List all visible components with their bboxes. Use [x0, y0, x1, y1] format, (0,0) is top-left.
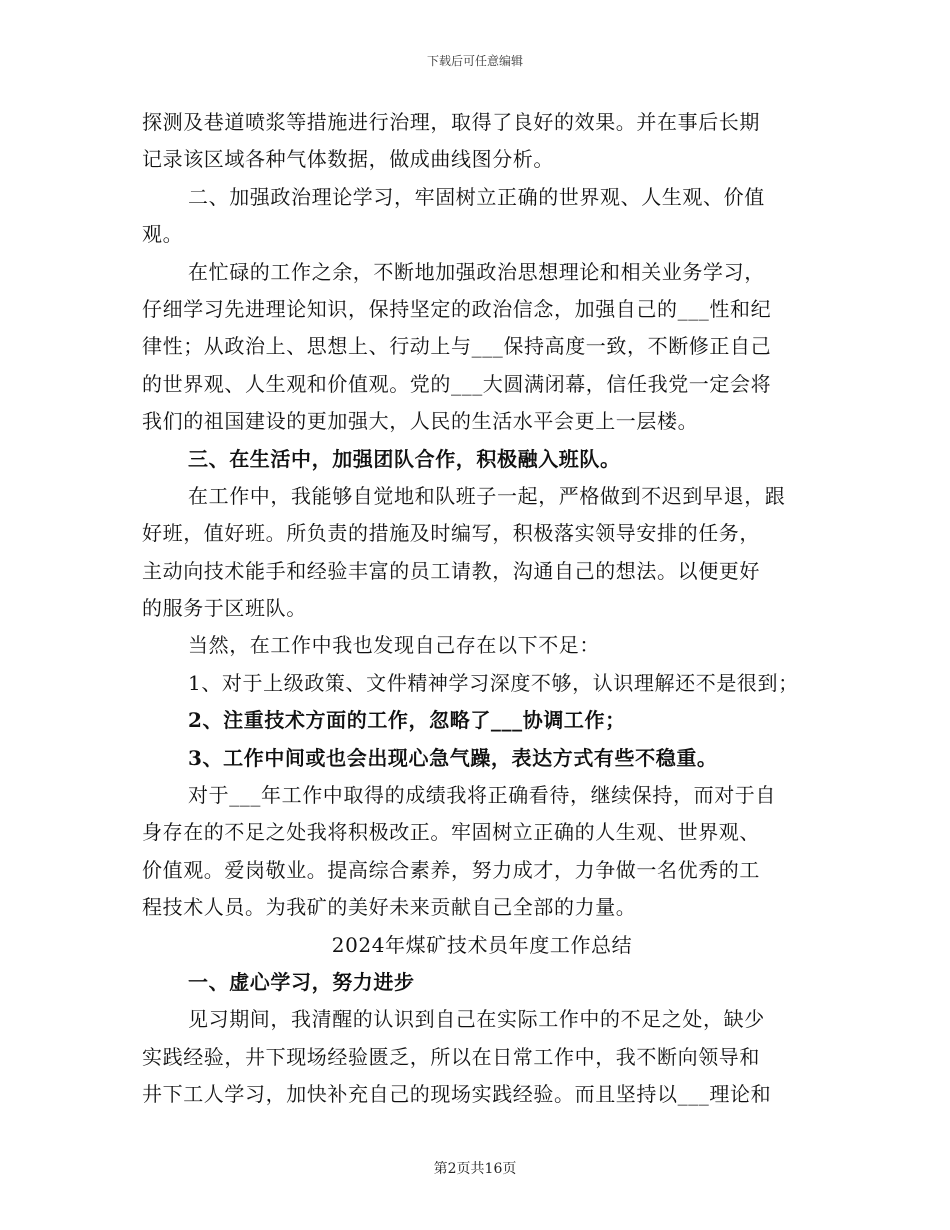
document-title: 2024年煤矿技术员年度工作总结	[331, 932, 633, 957]
section-heading: 一、虚心学习，努力进步	[188, 969, 415, 994]
body-line: 记录该区域各种气体数据，做成曲线图分析。	[142, 147, 554, 172]
body-line: 仔细学习先进理论知识，保持坚定的政治信念，加强自己的___性和纪	[142, 296, 772, 321]
list-item: 2、注重技术方面的工作，忽略了___协调工作；	[188, 708, 626, 733]
body-line: 的世界观、人生观和价值观。党的___大圆满闭幕，信任我党一定会将	[142, 371, 772, 396]
body-line: 对于___年工作中取得的成绩我将正确看待，继续保持，而对于自	[188, 783, 776, 808]
body-line: 的服务于区班队。	[142, 596, 307, 621]
body-line: 价值观。爱岗敬业。提高综合素养，努力成才，力争做一名优秀的工	[142, 857, 760, 882]
body-line: 我们的祖国建设的更加强大，人民的生活水平会更上一层楼。	[142, 409, 699, 434]
body-line: 井下工人学习，加快补充自己的现场实践经验。而且坚持以___理论和	[142, 1082, 772, 1107]
body-line: 律性；从政治上、思想上、行动上与___保持高度一致，不断修正自己	[142, 334, 772, 359]
section-heading: 二、加强政治理论学习，牢固树立正确的世界观、人生观、价值	[188, 184, 765, 209]
body-line: 身存在的不足之处我将积极改正。牢固树立正确的人生观、世界观、	[142, 820, 760, 845]
body-line: 主动向技术能手和经验丰富的员工请教，沟通自己的想法。以便更好	[142, 558, 760, 583]
body-line: 在忙碌的工作之余，不断地加强政治思想理论和相关业务学习，	[188, 259, 765, 284]
body-line: 好班，值好班。所负责的措施及时编写，积极落实领导安排的任务，	[142, 521, 760, 546]
list-item: 1、对于上级政策、文件精神学习深度不够，认识理解还不是很到；	[188, 670, 799, 695]
section-heading: 三、在生活中，加强团队合作，积极融入班队。	[188, 446, 621, 471]
list-item: 3、工作中间或也会出现心急气躁，表达方式有些不稳重。	[188, 745, 718, 770]
body-line: 实践经验，井下现场经验匮乏，所以在日常工作中，我不断向领导和	[142, 1044, 760, 1069]
body-line: 见习期间，我清醒的认识到自己在实际工作中的不足之处，缺少	[188, 1007, 765, 1032]
document-body	[142, 104, 822, 1114]
body-line: 探测及巷道喷浆等措施进行治理，取得了良好的效果。并在事后长期	[142, 110, 760, 134]
page-footer: 第2页共16页	[433, 1161, 517, 1177]
body-line: 观。	[142, 222, 184, 247]
body-line: 当然，在工作中我也发现自己存在以下不足：	[188, 633, 600, 658]
body-line: 程技术人员。为我矿的美好未来贡献自己全部的力量。	[142, 895, 637, 920]
body-line: 在工作中，我能够自觉地和队班子一起，严格做到不迟到早退，跟	[188, 483, 786, 508]
page-header: 下载后可任意编辑	[426, 54, 523, 68]
